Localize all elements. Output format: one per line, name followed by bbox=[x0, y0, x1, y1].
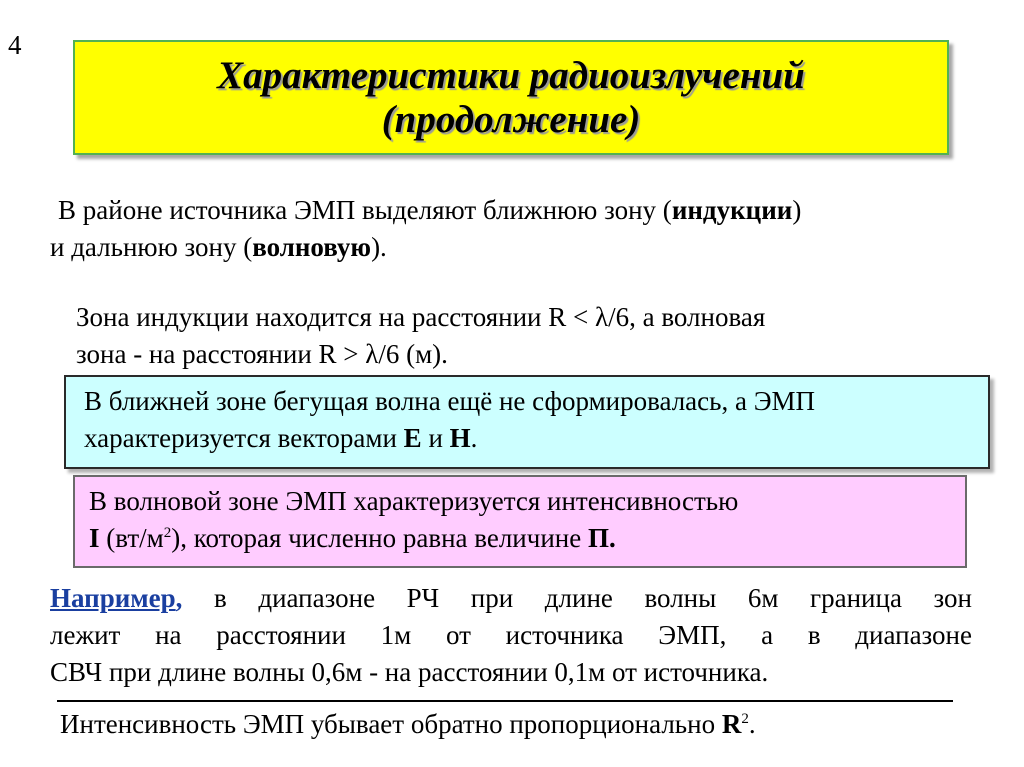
paragraph-distances bbox=[76, 299, 976, 373]
intensity-symbol: I bbox=[89, 523, 100, 553]
example-link-comma[interactable]: , bbox=[175, 583, 183, 613]
paragraph-distances-line-2 bbox=[76, 336, 976, 373]
paragraph-zones-line-1 bbox=[58, 192, 1020, 229]
vector-h: Н bbox=[449, 423, 471, 453]
lambda-symbol: λ bbox=[594, 302, 609, 332]
paragraph-zones-line-2 bbox=[50, 229, 1020, 266]
paragraph-distances-line-1 bbox=[76, 299, 976, 336]
wave-zone-line-2 bbox=[89, 520, 965, 557]
wave-zone-line-1: В волновой зоне ЭМП характеризуется интенсивностью bbox=[89, 486, 739, 516]
text: /6 (м). bbox=[378, 339, 448, 369]
paragraph-example bbox=[50, 580, 972, 691]
text: характеризуется векторами bbox=[84, 423, 404, 453]
text: ), которая численно равна величине bbox=[171, 523, 588, 553]
slide-number: 4 bbox=[8, 30, 22, 60]
lambda-symbol: λ bbox=[365, 339, 379, 369]
title-line-2: (продолжение) bbox=[381, 97, 641, 141]
paragraph-intensity bbox=[60, 706, 1000, 743]
text: Зона индукции находится на расстоянии R < bbox=[76, 302, 595, 332]
term-induction: индукции bbox=[671, 195, 793, 225]
vector-e: Е bbox=[403, 423, 422, 453]
text: ). bbox=[371, 232, 387, 262]
text: и дальнюю зону ( bbox=[50, 232, 253, 262]
text: зона - на расстоянии R > bbox=[76, 339, 366, 369]
paragraph-example-line-2: лежит на расстоянии 1м от источника ЭМП, а в диапазоне bbox=[50, 620, 972, 650]
text: (вт/м bbox=[99, 523, 164, 553]
poynting-symbol: П. bbox=[587, 523, 616, 553]
example-link[interactable]: Например bbox=[50, 583, 176, 613]
text: и bbox=[421, 423, 450, 453]
text: Интенсивность ЭМП убывает обратно пропорционально bbox=[60, 709, 722, 739]
text: . bbox=[470, 423, 478, 453]
title-box bbox=[73, 40, 949, 155]
term-wave: волновую bbox=[252, 232, 372, 262]
near-zone-line-1: В ближней зоне бегущая волна ещё не сформировалась, а ЭМП bbox=[84, 386, 816, 416]
paragraph-example-line-1 bbox=[50, 580, 972, 617]
paragraph-zones bbox=[50, 192, 1020, 266]
text: /6, а волновая bbox=[608, 302, 766, 332]
near-zone-box bbox=[64, 375, 990, 469]
text: в диапазоне РЧ при длине волны 6м граница зон bbox=[182, 583, 972, 613]
paragraph-example-line-3: СВЧ при длине волны 0,6м - на расстоянии 0,1м от источника. bbox=[50, 657, 769, 687]
title-line-1: Характеристики радиоизлучений bbox=[217, 53, 805, 97]
near-zone-line-2 bbox=[84, 420, 988, 457]
text: В районе источника ЭМП выделяют ближнюю зону ( bbox=[58, 195, 672, 225]
text: ) bbox=[792, 195, 802, 225]
divider-line bbox=[57, 700, 953, 702]
text: . bbox=[748, 709, 756, 739]
wave-zone-box bbox=[73, 475, 967, 568]
superscript: 2 bbox=[741, 711, 749, 727]
r-symbol: R bbox=[721, 709, 742, 739]
superscript: 2 bbox=[163, 525, 172, 541]
